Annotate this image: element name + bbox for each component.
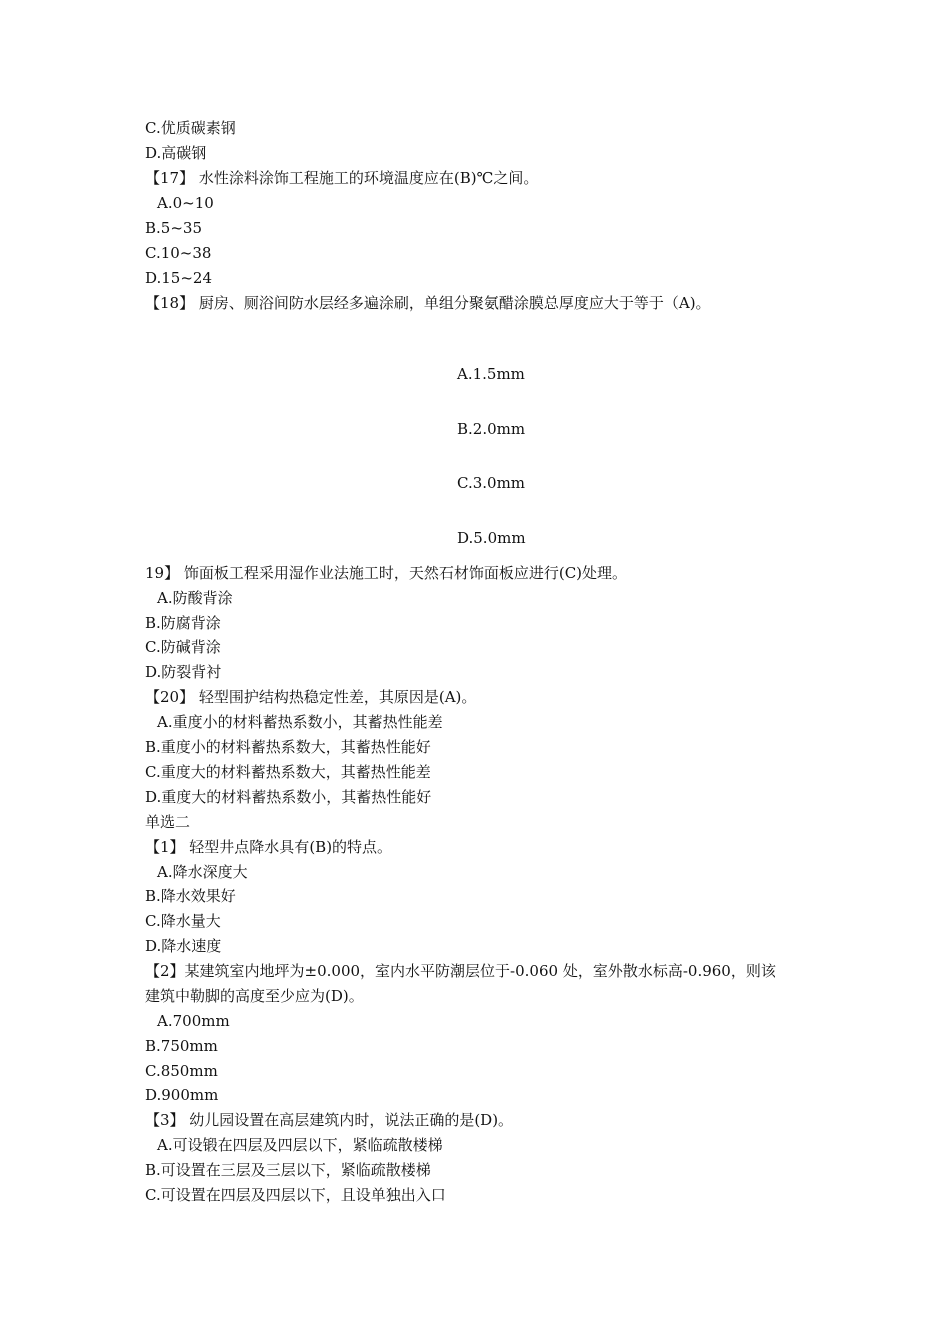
option-b-q19: B.防腐背涂: [145, 614, 221, 632]
question-18: 【18】 厨房、厕浴间防水层经多遍涂刷，单组分聚氨醋涂膜总厚度应大于等于（A)。: [145, 294, 711, 312]
option-d-q2: D.900mm: [145, 1086, 219, 1104]
option-d-q20: D.重度大的材料蓄热系数小，其蓄热性能好: [145, 788, 432, 806]
option-c-q3: C.可设置在四层及四层以下，且设单独出入口: [145, 1186, 446, 1204]
question-1: 【1】 轻型井点降水具有(B)的特点。: [145, 838, 393, 856]
question-2-line-2: 建筑中勒脚的高度至少应为(D)。: [145, 987, 364, 1005]
option-c-q17: C.10~38: [145, 244, 212, 262]
option-d-q16: D.高碳钢: [145, 144, 207, 162]
option-c-q1: C.降水量大: [145, 912, 221, 930]
option-c-q16: C.优质碳素钢: [145, 119, 236, 137]
option-a-q2: A.700mm: [157, 1012, 230, 1030]
option-b-q1: B.降水效果好: [145, 887, 236, 905]
option-b-q3: B.可设置在三层及三层以下，紧临疏散楼梯: [145, 1161, 431, 1179]
option-d-q17: D.15~24: [145, 269, 213, 287]
section-heading: 单选二: [145, 813, 191, 831]
option-b-q18: B.2.0mm: [457, 420, 526, 438]
option-b-q17: B.5~35: [145, 219, 202, 237]
option-c-q18: C.3.0mm: [457, 474, 526, 492]
option-c-q19: C.防碱背涂: [145, 638, 221, 656]
option-a-q1: A.降水深度大: [157, 863, 248, 881]
option-a-q19: A.防酸背涂: [157, 589, 233, 607]
option-a-q20: A.重度小的材料蓄热系数小，其蓄热性能差: [157, 713, 443, 731]
option-d-q19: D.防裂背衬: [145, 663, 222, 681]
question-3: 【3】 幼儿园设置在高层建筑内时，说法正确的是(D)。: [145, 1111, 514, 1129]
question-20: 【20】 轻型围护结构热稳定性差，其原因是(A)。: [145, 688, 477, 706]
option-b-q20: B.重度小的材料蓄热系数大，其蓄热性能好: [145, 738, 431, 756]
option-a-q3: A.可设锻在四层及四层以下，紧临疏散楼梯: [157, 1136, 443, 1154]
question-17: 【17】 水性涂料涂饰工程施工的环境温度应在(B)℃之间。: [145, 169, 539, 187]
option-c-q20: C.重度大的材料蓄热系数大，其蓄热性能差: [145, 763, 431, 781]
option-a-q17: A.0~10: [157, 194, 214, 212]
option-a-q18: A.1.5mm: [457, 365, 525, 383]
question-19: 19】 饰面板工程采用湿作业法施工时，天然石材饰面板应进行(C)处理。: [145, 564, 628, 582]
question-2-line-1: 【2】某建筑室内地坪为±0.000，室内水平防潮层位于-0.060 处，室外散水标高-0.960，则该: [145, 962, 776, 980]
option-d-q1: D.降水速度: [145, 937, 222, 955]
option-d-q18: D.5.0mm: [457, 529, 526, 547]
option-b-q2: B.750mm: [145, 1037, 218, 1055]
option-c-q2: C.850mm: [145, 1062, 218, 1080]
